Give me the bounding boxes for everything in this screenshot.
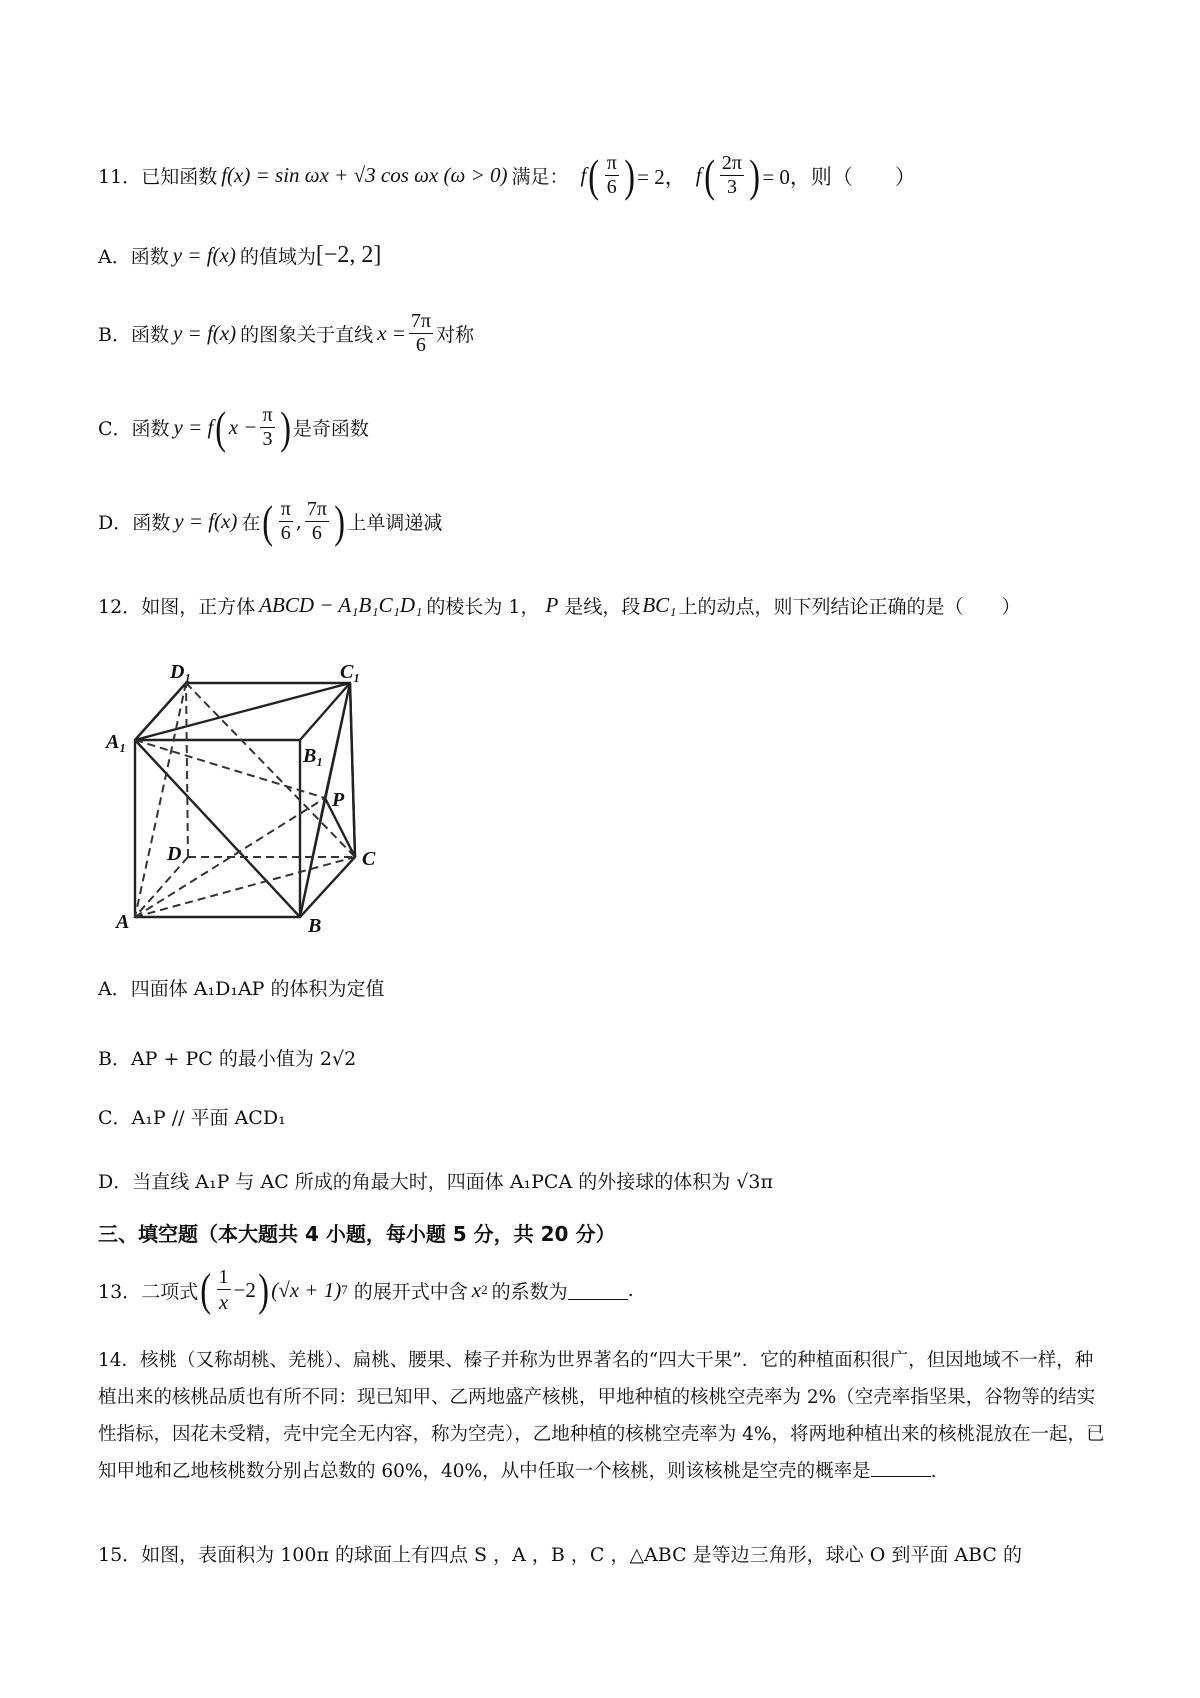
q11-option-c — [98, 401, 369, 453]
q11-stem — [98, 149, 916, 201]
stem-text: 是线，段 — [564, 596, 641, 618]
label-a: A — [116, 911, 130, 933]
q13-stem — [98, 1266, 634, 1314]
paren: ( — [215, 401, 227, 453]
expr: (√x + 1) — [271, 1277, 342, 1302]
label-c1: C₁ — [340, 661, 361, 683]
paren: ( — [262, 495, 274, 547]
numerator: 2π — [721, 152, 742, 174]
q15-stem: 15．如图，表面积为 100π 的球面上有四点 S ，A ，B ，C ，△ABC 是等边三角形，球心 O 到平面 ABC 的 — [98, 1544, 1022, 1566]
q11-option-a — [98, 242, 381, 269]
stem-text: 满足： — [511, 166, 569, 188]
expr: x — [471, 1277, 482, 1302]
denominator: 6 — [415, 334, 426, 356]
stem-text: 如图，正方体 — [141, 596, 256, 618]
fraction — [605, 152, 619, 199]
stem-text: . — [930, 1461, 937, 1482]
numerator: π — [606, 152, 617, 174]
f-symbol: f — [695, 163, 702, 187]
stem-text: . — [627, 1279, 634, 1302]
stem-text: 的系数为 — [491, 1280, 568, 1303]
option-label: D．函数 — [98, 512, 171, 534]
answer-blank[interactable] — [568, 1281, 628, 1300]
expr: x = — [377, 321, 406, 345]
label-b1: B₁ — [303, 745, 324, 767]
numerator: 7π — [306, 498, 327, 520]
label-p: P — [332, 789, 345, 811]
paren: ) — [334, 495, 346, 547]
option-label: A．函数 — [98, 246, 169, 268]
label-d1: D₁ — [170, 661, 192, 683]
numerator: 7π — [410, 310, 431, 332]
exponent: 7 — [341, 1282, 348, 1298]
cond1: = 2， — [637, 164, 686, 189]
expr: y = f(x) — [172, 321, 237, 345]
paren: ) — [279, 401, 291, 453]
denominator: 6 — [311, 522, 322, 544]
paren: ( — [588, 149, 600, 201]
q12-option-c: C．A₁P // 平面 ACD₁ — [98, 1107, 286, 1129]
q11-option-b — [98, 310, 474, 357]
stem-text: 已知函数 — [141, 166, 218, 188]
fraction — [305, 498, 329, 545]
option-text: 上单调递减 — [347, 512, 443, 534]
denominator: 6 — [280, 522, 291, 544]
numerator: 1 — [218, 1266, 229, 1288]
vertex-labels — [104, 661, 376, 937]
label-d: D — [167, 843, 182, 865]
denominator: x — [218, 1290, 229, 1314]
f-symbol: f — [580, 163, 587, 187]
option-text: 是奇函数 — [292, 418, 369, 440]
expr: x − — [228, 415, 258, 439]
label-b: B — [308, 915, 322, 937]
question-number: 12． — [98, 596, 142, 618]
question-number: 11． — [98, 166, 142, 188]
range: [−2, 2] — [315, 242, 382, 268]
option-label: C．函数 — [98, 418, 170, 440]
section-heading: 三、填空题（本大题共 4 小题，每小题 5 分，共 20 分） — [98, 1222, 616, 1246]
expr: BC₁ — [642, 593, 677, 617]
label-c: C — [362, 848, 376, 870]
answer-blank[interactable] — [871, 1458, 931, 1477]
numerator: π — [262, 404, 273, 426]
expr: y = f — [173, 415, 214, 439]
paren: ( — [200, 1264, 212, 1316]
fraction — [260, 404, 274, 451]
expr: P — [545, 593, 559, 617]
expr: y = f(x) — [172, 243, 236, 267]
fraction — [279, 498, 293, 545]
option-text: 在 — [241, 512, 261, 534]
paren: ) — [624, 149, 635, 201]
denominator: 6 — [606, 176, 617, 198]
question-number: 13． — [98, 1280, 142, 1303]
stem-text: 的展开式中含 — [353, 1280, 468, 1303]
exponent: 2 — [481, 1282, 488, 1298]
q12-option-a: A．四面体 A₁D₁AP 的体积为定值 — [98, 978, 385, 1000]
q12-stem — [98, 592, 1021, 619]
option-label: B．函数 — [98, 324, 169, 346]
stem-text: 的棱长为 1， — [426, 596, 540, 618]
stem-text: 上的动点，则下列结论正确的是（ ） — [678, 596, 1021, 618]
q14-paragraph — [98, 1342, 1110, 1490]
denominator: 3 — [262, 428, 273, 450]
cube-figure — [100, 650, 400, 950]
expr: ABCD − A₁B₁C₁D₁ — [259, 593, 423, 617]
paren: ) — [258, 1264, 269, 1316]
solid-edges — [135, 683, 355, 917]
function-formula: f(x) = sin ωx + √3 cos ωx (ω > 0) — [221, 163, 508, 187]
denominator: 3 — [726, 176, 737, 198]
q12-option-d: D．当直线 A₁P 与 AC 所成的角最大时，四面体 A₁PCA 的外接球的体积为 √3π — [98, 1171, 773, 1193]
expr: −2 — [233, 1277, 256, 1302]
option-text: 的图象关于直线 — [240, 324, 374, 346]
option-text: 对称 — [435, 324, 474, 346]
q12-option-b: B．AP + PC 的最小值为 2√2 — [98, 1048, 357, 1070]
cond2: = 0，则（ ） — [762, 164, 916, 189]
label-a1: A₁ — [106, 731, 127, 753]
option-text: 的值域为 — [239, 246, 316, 268]
paren: ( — [703, 149, 715, 201]
numerator: π — [280, 498, 291, 520]
q14-text: 14．核桃（又称胡桃、羌桃）、扁桃、腰果、榛子并称为世界著名的“四大干果”．它的种植面积很广，但因地域不一样，种植出来的核桃品质也有所不同：现已知甲、乙两地盛产核桃，甲地种植的核桃空壳率为 2%（空壳率指坚果，谷物等的结实性指标，因花未受精，壳中完全无内容，称为空壳），乙地种植的核桃空壳率为 4%，将两地种植出来的核桃混放在一起，已知甲地和乙地核桃数分别占总数的 60%，40%，从中任取一个核桃，则该核桃是空壳的概率是 — [98, 1350, 1105, 1482]
fraction — [409, 310, 433, 357]
fraction — [217, 1266, 231, 1314]
expr: y = f(x) — [174, 509, 238, 533]
fraction — [720, 152, 744, 199]
hidden-edges — [135, 683, 355, 917]
q11-option-d: D．函数 y = f(x) 在 ( $\frac{\pi}{6}$ , $\frac{7\pi}{6}$ ) 上单调递减 — [98, 495, 443, 547]
stem-text: 二项式 — [141, 1280, 199, 1303]
paren: ) — [749, 149, 761, 201]
